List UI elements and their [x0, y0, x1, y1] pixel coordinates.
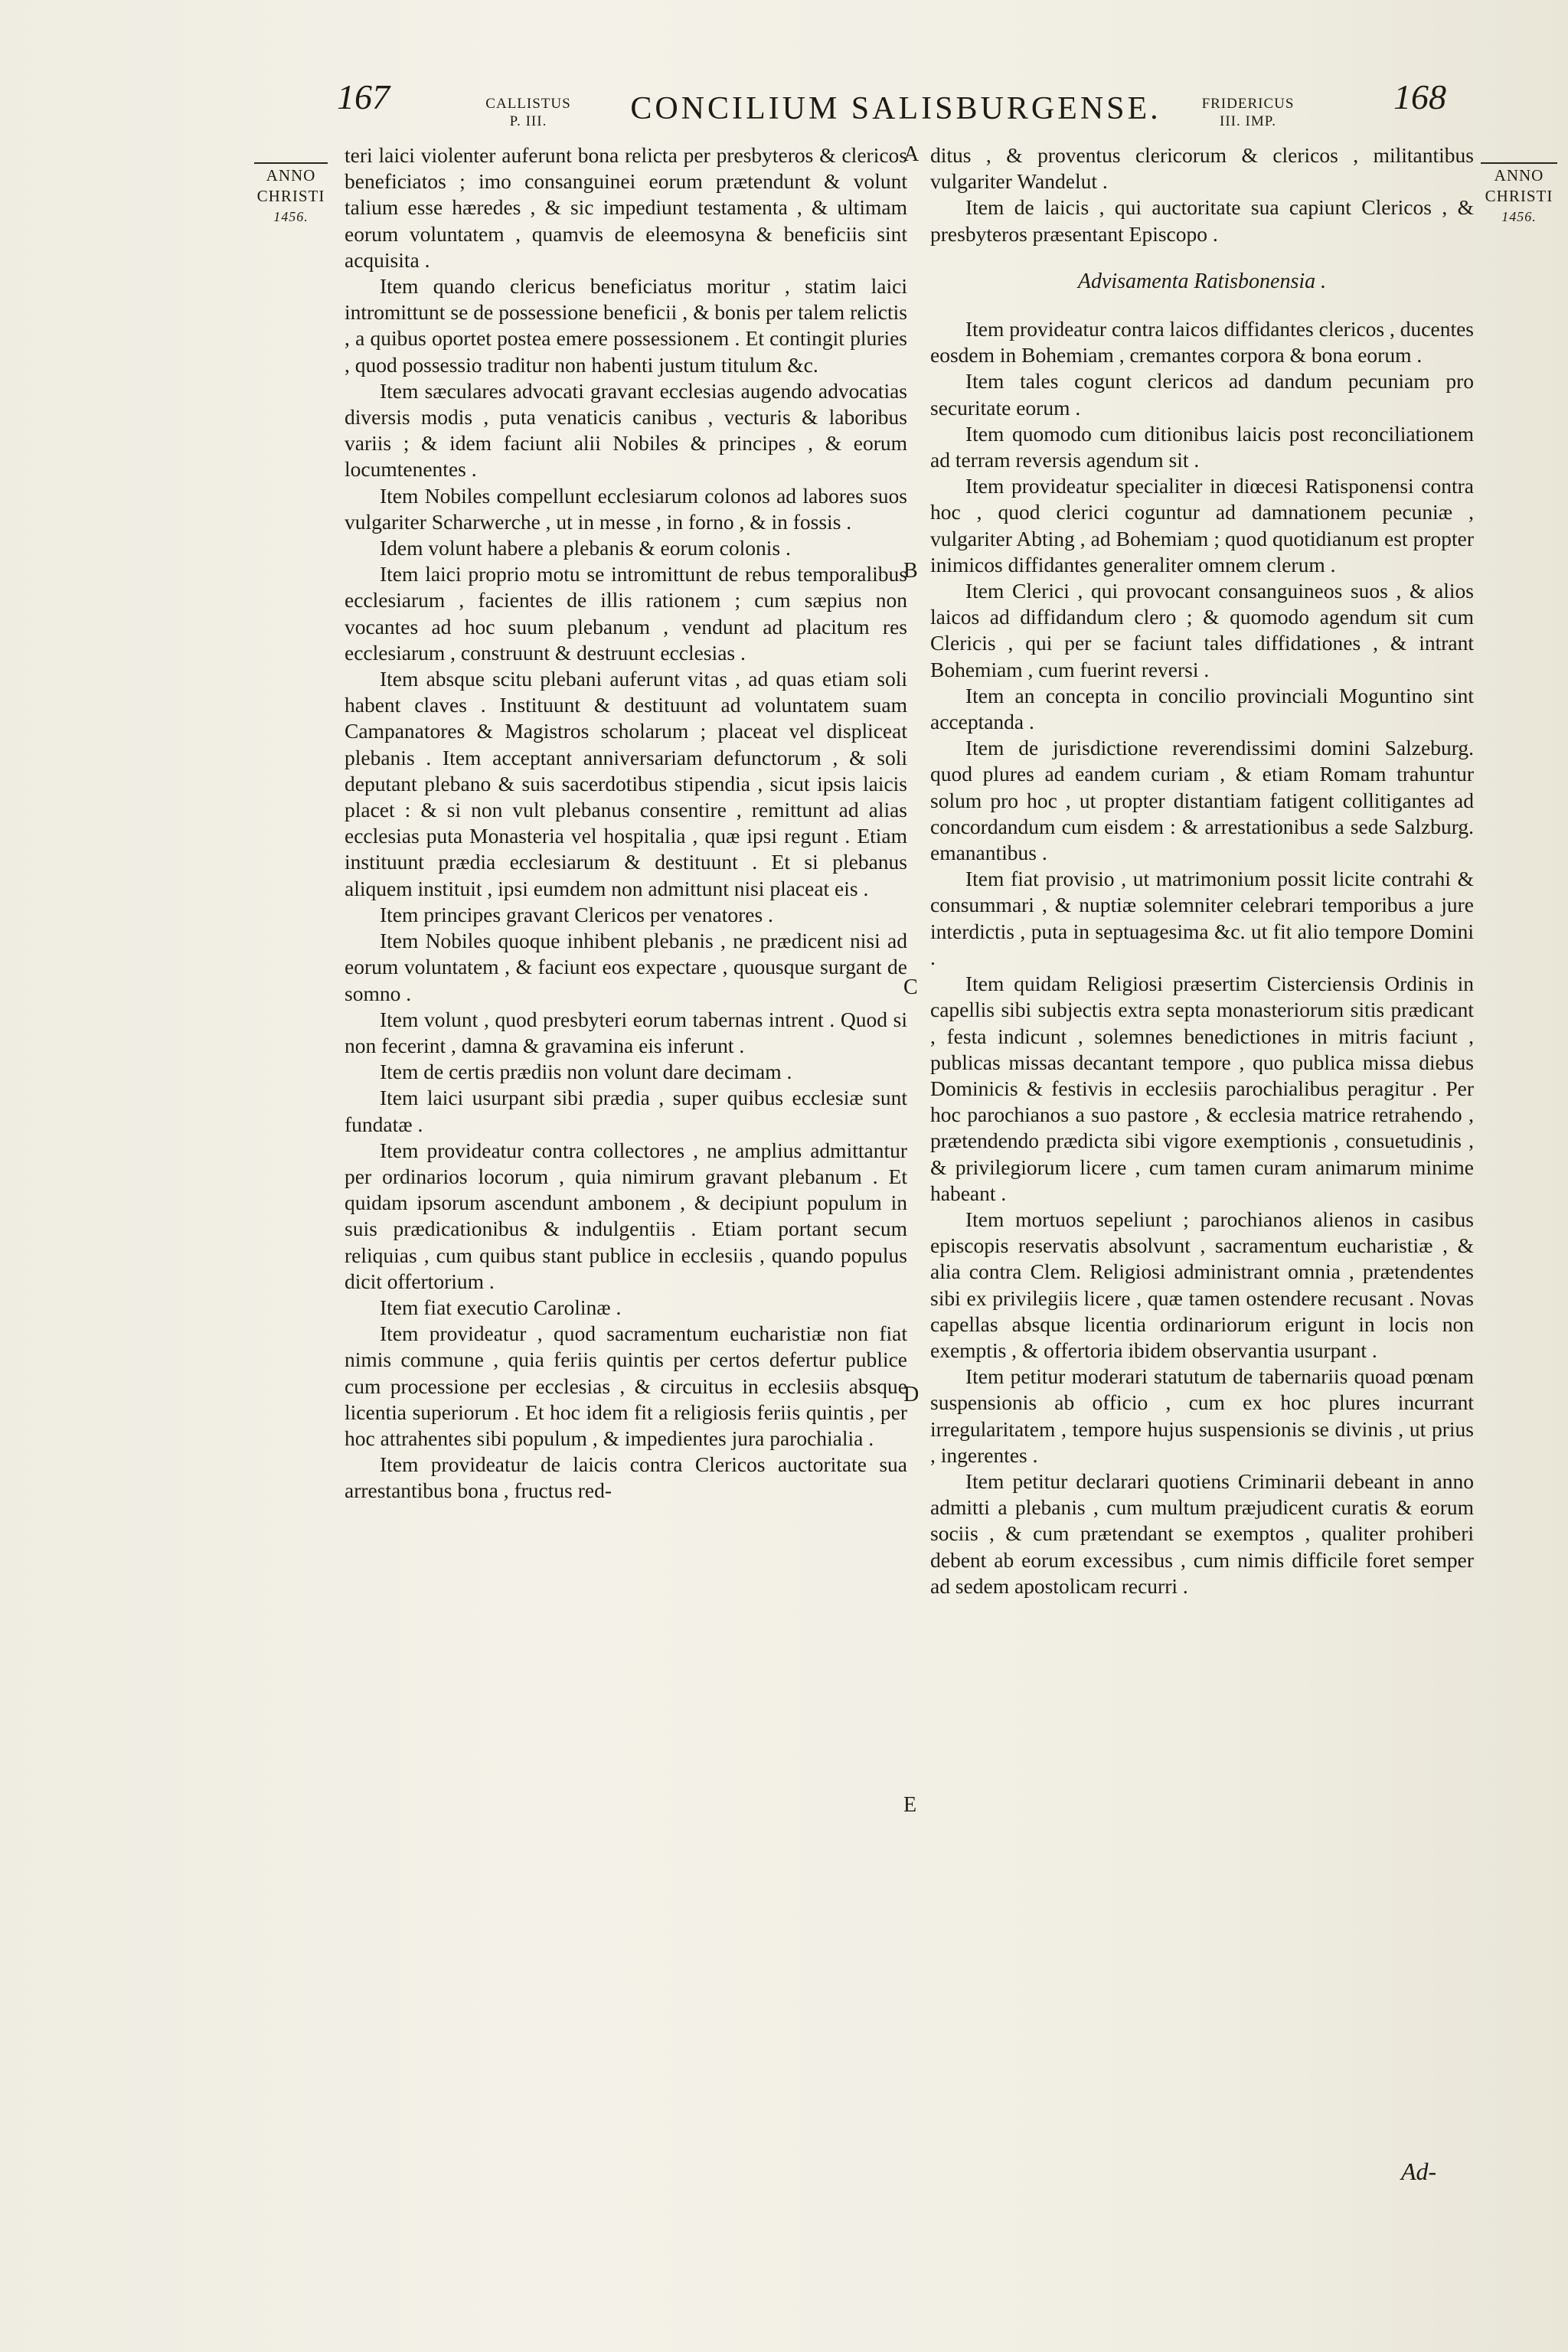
line-letter-e: E	[903, 1793, 917, 1817]
running-head-left	[475, 95, 582, 130]
paragraph: Item Nobiles compellunt ecclesiarum colonos ad labores suos vulgariter Scharwerche , ut in messe , in forno , & in fossis .	[345, 483, 907, 534]
paragraph: Item principes gravant Clericos per venatores .	[380, 902, 773, 926]
paragraph: Item de laicis , qui auctoritate sua capiunt Clericos , & presbyteros præsentant Episcopo .	[930, 195, 1474, 246]
paragraph: Item an concepta in concilio provinciali Moguntino sint acceptanda .	[930, 683, 1474, 734]
right-column	[930, 142, 1474, 1599]
paragraph: ditus , & proventus clericorum & clericos , militantibus vulgariter Wandelut .	[930, 143, 1474, 194]
paragraph: Item laici proprio motu se intromittunt de rebus temporalibus ecclesiarum , facientes de illis rationem ; cum sæpius non vocantes ad hoc suum plebanum , vendunt ad placitum res ecclesiarum , construunt & destruunt ecclesias .	[345, 562, 907, 665]
paragraph: Item de certis prædiis non volunt dare decimam .	[380, 1060, 792, 1084]
running-head-left-line-2: P. III.	[509, 113, 547, 129]
paragraph: Item quando clericus beneficiatus moritur , statim laici intromittunt se de possessione beneficii , & bonis per talem relictis , a quibus oportet postea emere possessionem . Et contingit pluries , quod possessio traditur non habenti justum titulum &c.	[345, 274, 907, 377]
paragraph: Item provideatur contra collectores , ne amplius admittantur per ordinarios locorum , quia nimirum gravant plebanum . Et quidam ipsorum ascendunt ambonem , & decipiunt populum in suis prædicationibus & indulgentiis . Etiam portant secum reliquias , cum quibus stant publice in ecclesiis , quando populus dicit offertorium .	[345, 1138, 907, 1293]
paragraph: Item fiat provisio , ut matrimonium possit licite contrahi & consummari , & nuptiæ solemniter celebrari temporibus a jure interdictis , puta in septuagesima &c. ut fit alio tempore Domini .	[930, 867, 1474, 969]
margin-note-right-year: 1456.	[1501, 209, 1537, 224]
paragraph: Item provideatur , quod sacramentum eucharistiæ non fiat nimis commune , quia feriis quintis per certos defertur publice cum processione per ecclesias , & circuitus in ecclesiis absque licentia superiorum . Et hoc idem fit a religiosis feriis quintis , per hoc attrahentes sibi populum , & impedientes jura parochialia .	[345, 1321, 907, 1450]
running-head-right-line-2: III. IMP.	[1220, 113, 1276, 129]
page-number-left: 167	[337, 77, 390, 116]
running-head-left-line-1: CALLISTUS	[485, 96, 571, 112]
paragraph: Item petitur declarari quotiens Criminarii debeant in anno admitti a plebanis , cum multum præjudicent curatis & eorum sociis , & cum prætendant se exemptos , qualiter prohiberi debent ab eorum excessibus , cum nimis difficile foret semper ad sedem apostolicam recurri .	[930, 1468, 1474, 1598]
margin-note-left-anno: ANNO	[266, 166, 316, 185]
paragraph: Item provideatur de laicis contra Clericos auctoritate sua arrestantibus bona , fructus red-	[345, 1452, 907, 1503]
paragraph: Item provideatur contra laicos diffidantes clericos , ducentes eosdem in Bohemiam , cremantes corpora & bona eorum .	[930, 317, 1474, 368]
paragraph: Item laici usurpant sibi prædia , super quibus ecclesiæ sunt fundatæ .	[345, 1086, 907, 1136]
paragraph: Item petitur moderari statutum de tabernariis quoad pœnam suspensionis ab officio , cum ex hoc plures incurrant irregularitatem , tempore hujus suspensionis se divinis , ut prius , ingerentes .	[930, 1364, 1474, 1467]
margin-note-right	[1472, 162, 1566, 227]
paragraph: Item absque scitu plebani auferunt vitas , ad quas etiam soli habent claves . Instituunt & destituunt ad voluntatem suam Campanatores & Magistros scholarum ; placeat vel displiceat plebanis . Item acceptant anniversariam defunctorum , & soli deputant plebano & suis sacerdotibus stipendia , sicut ipsis laicis placet : & si non vult plebanus consentire , remittunt ad alias ecclesias puta Monasteria vel hospitalia , quæ ipsi regunt . Etiam instituunt prædia ecclesiarum & destituunt . Et si plebanus aliquem instituit , ipsi eumdem non admittunt nisi placeat eis .	[345, 667, 907, 900]
catchword: Ad-	[1401, 2158, 1437, 2185]
paragraph: Item Nobiles quoque inhibent plebanis , ne prædicent nisi ad eorum voluntatem , & faciunt eos expectare , quousque surgant de somno .	[345, 929, 907, 1005]
margin-note-right-anno: ANNO	[1494, 166, 1544, 185]
paragraph: Item Clerici , qui provocant consanguineos suos , & alios laicos ad diffidandum clero ; & quomodo agendum sit cum Clericis , qui per se faciunt tales diffidationes , & intrant Bohemiam , cum fuerint reversi .	[930, 579, 1474, 681]
margin-note-left-year: 1456.	[273, 209, 309, 224]
section-heading: Advisamenta Ratisbonensia .	[1077, 269, 1327, 293]
running-head-right-line-1: FRIDERICUS	[1201, 96, 1295, 112]
paragraph: Item quomodo cum ditionibus laicis post reconciliationem ad terram reversis agendum sit .	[930, 421, 1474, 472]
paragraph: Item mortuos sepeliunt ; parochianos alienos in casibus episcopis reservatis absolvunt , sacramentum eucharistiæ , & alia contra Clem. Religiosi administrant omnia , prætendentes sibi ex privilegiis licere , quæ tamen ostendere recusant . Novas capellas absque licentia ordinariorum erigunt in locis non exemptis , & offertoria ibidem observantia usurpant .	[930, 1207, 1474, 1362]
margin-rule-right	[1481, 162, 1557, 164]
margin-note-left-christi: CHRISTI	[256, 187, 325, 205]
paragraph: Idem volunt habere a plebanis & eorum colonis .	[380, 536, 791, 560]
margin-note-left	[245, 162, 337, 227]
paragraph: Item provideatur specialiter in diœcesi Ratisponensi contra hoc , quod clerici coguntur ad damnationem pecuniæ , vulgariter Abting , ad Bohemiam ; quod quotidianum est propter inimicos diffidantes generaliter omnem clerum .	[930, 474, 1474, 577]
running-head-right	[1194, 95, 1302, 130]
line-letter-d: D	[903, 1383, 920, 1406]
margin-note-right-christi: CHRISTI	[1485, 187, 1553, 205]
paragraph: Item volunt , quod presbyteri eorum tabernas intrent . Quod si non fecerint , damna & gravamina eis inferunt .	[345, 1007, 907, 1057]
line-letter-b: B	[903, 559, 918, 583]
paragraph: Item tales cogunt clericos ad dandum pecuniam pro securitate eorum .	[930, 369, 1474, 420]
left-column	[345, 142, 907, 1504]
running-title: CONCILIUM SALISBURGENSE.	[630, 91, 1161, 126]
paragraph: Item quidam Religiosi præsertim Cisterciensis Ordinis in capellis sibi subjectis extra septa monasteriorum sitis prædicant , festa indicunt , solemnes benedictiones in mitris faciunt , publicas missas decantant tempore , quo publica missa diebus Dominicis & festivis in ecclesiis parochialibus peragitur . Per hoc parochianos a suo pastore , & ecclesia matrice retrahendo , prætendendo prædicta sibi vigore exemptionis , consuetudinis , & privilegiorum licere , cum tamen curam animarum minime habeant .	[930, 972, 1474, 1205]
paragraph: Item sæculares advocati gravant ecclesias augendo advocatias diversis modis , puta venaticis canibus , vecturis & laboribus variis ; & idem faciunt alii Nobiles & principes , & eorum locumtenentes .	[345, 378, 907, 482]
paragraph: Item fiat executio Carolinæ .	[380, 1295, 622, 1319]
paragraph: Item de jurisdictione reverendissimi domini Salzeburg. quod plures ad eandem curiam , & etiam Romam trahuntur solum pro hoc , ut propter distantiam fatigent collitigantes ad concordandum cum eisdem : & arrestationibus a sede Salzburg. emanantibus .	[930, 736, 1474, 865]
margin-rule-left	[254, 162, 328, 164]
line-letter-a: A	[903, 142, 920, 166]
page-number-right: 168	[1393, 77, 1446, 116]
paragraph: teri laici violenter auferunt bona relicta per presbyteros & clericos beneficiatos ; imo consanguinei eorum prætendunt & volunt talium esse hæredes , & sic impediunt testamenta , & ultimam eorum voluntatem , quamvis de eleemosyna & beneficiis sint acquisita .	[345, 143, 907, 272]
line-letter-c: C	[903, 975, 918, 999]
